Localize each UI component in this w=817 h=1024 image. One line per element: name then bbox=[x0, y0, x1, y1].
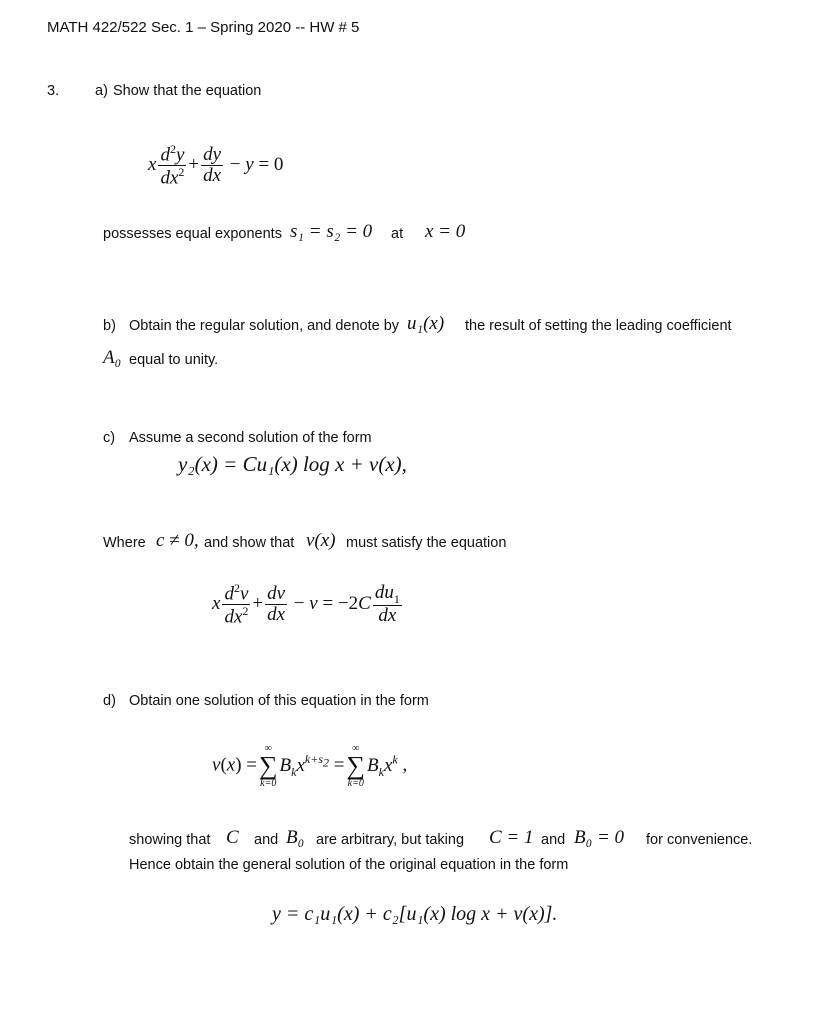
part-d-text-line2: Hence obtain the general solution of the original equation in the form bbox=[129, 857, 569, 873]
part-c-label: c) bbox=[103, 430, 116, 446]
part-d-const-c: C bbox=[226, 827, 239, 848]
part-d-cond-c: C = 1 bbox=[489, 827, 534, 848]
page-title: MATH 422/522 Sec. 1 – Spring 2020 -- HW # 5 bbox=[47, 19, 360, 36]
part-a-point: x = 0 bbox=[425, 221, 466, 242]
part-a-at: at bbox=[391, 226, 404, 242]
part-c-text3: must satisfy the equation bbox=[346, 535, 507, 551]
part-d-const-b0: B₀ bbox=[286, 827, 305, 848]
part-c-equation: y₂(x) = Cu₁(x) log x + v(x), bbox=[178, 452, 407, 476]
part-d-text: Obtain one solution of this equation in the form bbox=[129, 693, 429, 709]
part-a-equation: x $\frac{d^2y}{dx^2}$ + $\frac{dy}{dx}$ − y = 0 bbox=[148, 142, 284, 189]
part-d-and: and bbox=[254, 832, 279, 848]
part-b-text-line2: equal to unity. bbox=[129, 352, 219, 368]
part-d-convenience-text: for convenience. bbox=[646, 832, 753, 848]
part-d-label: d) bbox=[103, 693, 116, 709]
part-d-series: v(x) = ∞ ∑ k=0 $B_kx^{k+s_2}$ = ∞ ∑ k=0 $B_kx^k$ , bbox=[212, 743, 408, 789]
part-d-showing: showing that bbox=[129, 832, 211, 848]
part-c-condition: c ≠ 0, bbox=[156, 530, 199, 551]
sum-upper-limit: ∞ bbox=[264, 743, 272, 754]
part-b-text-post: the result of setting the leading coefficient bbox=[465, 318, 732, 334]
part-c-where: Where bbox=[103, 535, 146, 551]
part-b-func: u₁(x) bbox=[407, 313, 445, 334]
part-d-arbitrary-text: are arbitrary, but taking bbox=[316, 832, 465, 848]
part-c-text: Assume a second solution of the form bbox=[129, 430, 372, 446]
part-c-text2: and show that bbox=[204, 535, 295, 551]
part-c-vfunc: v(x) bbox=[306, 530, 336, 551]
part-a-text: Show that the equation bbox=[113, 83, 262, 99]
part-a-exponents: s₁ = s₂ = 0 bbox=[290, 221, 373, 242]
part-c-equation2: x $\frac{d^2v}{dx^2}$ + $\frac{dv}{dx}$ − v = −2C $\frac{du_1}{dx}$ bbox=[212, 581, 400, 628]
part-b-label: b) bbox=[103, 318, 116, 334]
problem-number: 3. bbox=[47, 83, 60, 99]
part-d-cond-b0: B₀ = 0 bbox=[574, 827, 625, 848]
part-a-label: a) bbox=[95, 83, 108, 99]
part-b-text: Obtain the regular solution, and denote by bbox=[129, 318, 400, 334]
part-d-and-2: and bbox=[541, 832, 566, 848]
part-a-claim-text: possesses equal exponents bbox=[103, 226, 282, 242]
general-solution: y = c₁u₁(x) + c₂[u₁(x) log x + v(x)]. bbox=[272, 903, 558, 925]
part-b-coef: A₀ bbox=[103, 347, 122, 368]
sum-lower-limit: k=0 bbox=[260, 777, 277, 789]
